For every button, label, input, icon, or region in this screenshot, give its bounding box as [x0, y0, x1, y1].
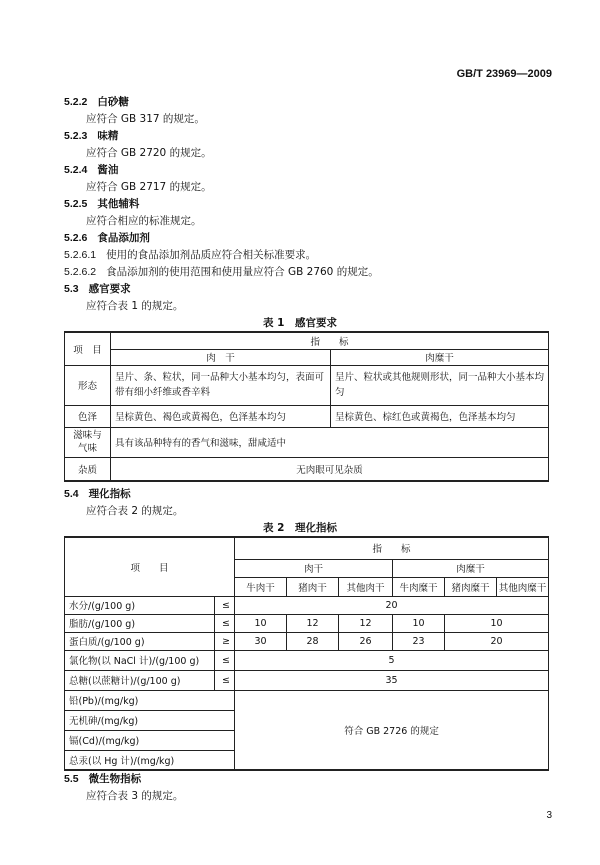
section-5-2-6 — [64, 231, 150, 245]
physicochemical-indicators-table — [64, 536, 549, 771]
table-row — [65, 650, 549, 670]
row-label: 水分/(g/100 g) — [65, 596, 215, 614]
section-number: 5.3 — [64, 283, 79, 295]
sensory-requirements-table — [64, 331, 549, 482]
section-title: 理化指标 — [88, 488, 131, 500]
table2-header-index: 指 标 — [235, 537, 549, 559]
section-title: 味精 — [97, 130, 119, 142]
section-body: 食品添加剂的使用范围和使用量应符合 GB 2760 的规定。 — [106, 266, 379, 278]
section-5-2-6-2 — [64, 265, 379, 279]
section-number: 5.2.2 — [64, 96, 88, 108]
cell: 具有该品种特有的香气和滋味，甜咸适中 — [111, 427, 549, 457]
section-5-2-5 — [64, 197, 139, 211]
table-row — [65, 427, 549, 457]
table1-header-item: 项 目 — [65, 332, 111, 365]
cell: 20 — [445, 632, 549, 650]
section-5-4 — [64, 487, 131, 501]
cell: 23 — [393, 632, 445, 650]
table-row — [65, 632, 549, 650]
section-number: 5.4 — [64, 488, 79, 500]
row-label: 形态 — [65, 365, 111, 405]
section-5-3 — [64, 282, 131, 296]
section-number: 5.2.6.2 — [64, 266, 97, 278]
row-label: 铅(Pb)/(mg/kg) — [65, 690, 235, 710]
table1-header-col1: 肉 干 — [111, 349, 331, 365]
table1-header-index: 指 标 — [111, 332, 549, 349]
section-5-2-4 — [64, 163, 118, 177]
section-number: 5.2.6 — [64, 232, 88, 244]
row-label: 滋味与气味 — [65, 427, 111, 457]
section-body: 应符合相应的标准规定。 — [86, 215, 202, 227]
col-header: 牛肉干 — [235, 577, 287, 596]
cell: 26 — [339, 632, 393, 650]
cell: 10 — [445, 614, 549, 632]
cell: 呈片、粒状或其他规则形状，同一品种大小基本均匀 — [331, 365, 549, 405]
table2-header-group1: 肉干 — [235, 559, 393, 577]
cell: 无肉眼可见杂质 — [111, 457, 549, 481]
table2-header-group2: 肉糜干 — [393, 559, 549, 577]
table-row — [65, 405, 549, 427]
section-body: 应符合表 2 的规定。 — [86, 505, 184, 517]
table-row — [65, 457, 549, 481]
section-number: 5.2.5 — [64, 198, 88, 210]
table-row — [65, 596, 549, 614]
cell: 35 — [235, 670, 549, 690]
cell: 呈片、条、粒状，同一品种大小基本均匀，表面可带有细小纤维或香辛料 — [111, 365, 331, 405]
section-body: 应符合 GB 2717 的规定。 — [86, 181, 212, 193]
section-title: 其他辅料 — [97, 198, 140, 210]
section-number: 5.2.4 — [64, 164, 88, 176]
cell: 10 — [235, 614, 287, 632]
table-row — [65, 365, 549, 405]
table2-header-item: 项 目 — [65, 537, 235, 596]
table1-caption: 表 1 感官要求 — [263, 317, 337, 329]
section-number: 5.2.6.1 — [64, 249, 97, 261]
row-symbol: ≤ — [215, 614, 235, 632]
table-row — [65, 614, 549, 632]
col-header: 猪肉干 — [287, 577, 339, 596]
section-number: 5.2.3 — [64, 130, 88, 142]
table1-header-col2: 肉糜干 — [331, 349, 549, 365]
cell: 12 — [287, 614, 339, 632]
col-header: 其他肉糜干 — [497, 577, 549, 596]
page-number: 3 — [546, 810, 552, 821]
row-label: 总糖(以蔗糖计)/(g/100 g) — [65, 670, 215, 690]
table-row — [65, 670, 549, 690]
section-body: 应符合表 1 的规定。 — [86, 300, 184, 312]
section-body: 应符合 GB 2720 的规定。 — [86, 147, 212, 159]
section-5-2-6-1 — [64, 248, 316, 262]
section-title: 白砂糖 — [97, 96, 129, 108]
section-title: 感官要求 — [88, 283, 131, 295]
section-number: 5.5 — [64, 773, 79, 785]
row-label: 脂肪/(g/100 g) — [65, 614, 215, 632]
row-symbol: ≥ — [215, 632, 235, 650]
row-label: 总汞(以 Hg 计)/(mg/kg) — [65, 750, 235, 770]
row-label: 蛋白质/(g/100 g) — [65, 632, 215, 650]
cell: 30 — [235, 632, 287, 650]
row-symbol: ≤ — [215, 650, 235, 670]
table2-caption: 表 2 理化指标 — [263, 522, 337, 534]
cell: 呈棕黄色、褐色或黄褐色，色泽基本均匀 — [111, 405, 331, 427]
section-title: 微生物指标 — [88, 773, 142, 785]
col-header: 猪肉糜干 — [445, 577, 497, 596]
row-symbol: ≤ — [215, 670, 235, 690]
section-5-5 — [64, 772, 141, 786]
row-label: 氯化物(以 NaCl 计)/(g/100 g) — [65, 650, 215, 670]
section-5-2-2 — [64, 95, 129, 109]
section-body: 使用的食品添加剂品质应符合相关标准要求。 — [106, 249, 317, 261]
table-row — [65, 690, 549, 710]
merged-cell: 符合 GB 2726 的规定 — [235, 690, 549, 770]
section-title: 酱油 — [97, 164, 119, 176]
section-5-2-3 — [64, 129, 118, 143]
cell: 12 — [339, 614, 393, 632]
row-label: 无机砷/(mg/kg) — [65, 710, 235, 730]
col-header: 其他肉干 — [339, 577, 393, 596]
section-title: 食品添加剂 — [97, 232, 150, 244]
cell: 10 — [393, 614, 445, 632]
cell: 20 — [235, 596, 549, 614]
cell: 呈棕黄色、棕红色或黄褐色，色泽基本均匀 — [331, 405, 549, 427]
cell: 28 — [287, 632, 339, 650]
section-body: 应符合表 3 的规定。 — [86, 790, 184, 802]
row-label: 色泽 — [65, 405, 111, 427]
row-label: 镉(Cd)/(mg/kg) — [65, 730, 235, 750]
section-body: 应符合 GB 317 的规定。 — [86, 113, 205, 125]
cell: 5 — [235, 650, 549, 670]
row-symbol: ≤ — [215, 596, 235, 614]
row-label: 杂质 — [65, 457, 111, 481]
col-header: 牛肉糜干 — [393, 577, 445, 596]
standard-number: GB/T 23969—2009 — [456, 68, 552, 80]
